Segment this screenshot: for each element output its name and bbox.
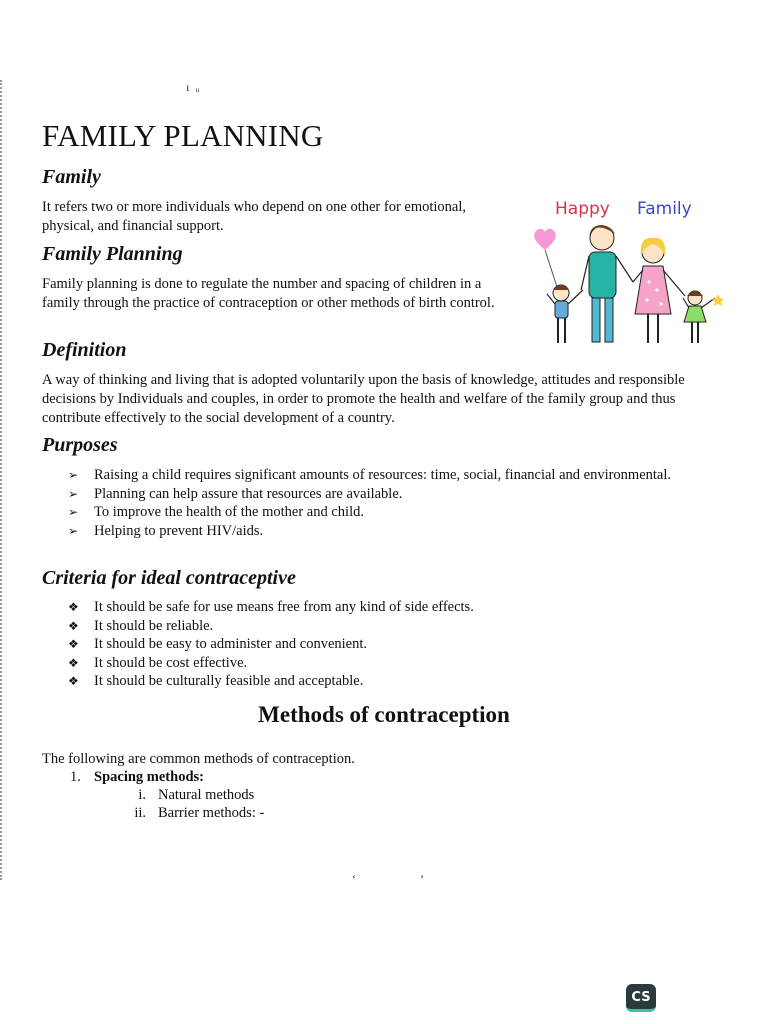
list-item bbox=[70, 804, 264, 822]
list-item: ➢ To improve the health of the mother and child. bbox=[68, 504, 364, 520]
list-item: ❖ It should be cost effective. bbox=[68, 654, 248, 671]
list-item: ❖ It should be easy to administer and convenient. bbox=[68, 636, 368, 652]
heading-definition: Definition bbox=[42, 339, 127, 361]
family-text: It refers two or more individuals who depend on one other for emotional, physical, and financial support. bbox=[42, 199, 467, 234]
purposes-list bbox=[68, 466, 688, 540]
list-item: ➢ Planning can help assure that resources are available. bbox=[68, 485, 403, 502]
binding-edge bbox=[0, 80, 5, 880]
list-item: ❖ It should be reliable. bbox=[68, 617, 214, 634]
caption-family: Family bbox=[637, 199, 692, 219]
list-item: ➢ Helping to prevent HIV/aids. bbox=[68, 522, 264, 539]
list-item: ❖ It should be safe for use means free from any kind of side effects. bbox=[68, 599, 474, 615]
heading-purposes: Purposes bbox=[42, 434, 118, 456]
methods-heading: Methods of contraception bbox=[258, 702, 510, 727]
happy-family-illustration bbox=[525, 190, 730, 352]
methods-list bbox=[70, 768, 264, 822]
item-number: 1. bbox=[70, 769, 81, 785]
roman-numeral: i. bbox=[138, 787, 146, 803]
spacing-methods-label: Spacing methods: bbox=[94, 769, 204, 785]
scan-artifact: ‘ bbox=[352, 872, 356, 886]
diamond-bullet-icon: ❖ bbox=[68, 600, 79, 614]
barrier-methods-text: Barrier methods: - bbox=[158, 805, 265, 821]
boy-figure bbox=[547, 285, 583, 343]
mom-figure bbox=[633, 238, 685, 343]
heading-family: Family bbox=[42, 166, 101, 188]
family-planning-text: Family planning is done to regulate the number and spacing of children in a family through the practice of contraception or other methods of birth control. bbox=[42, 276, 495, 311]
diamond-bullet-icon: ❖ bbox=[68, 674, 79, 688]
definition-text: A way of thinking and living that is adopted voluntarily upon the basis of knowledge, attitudes and responsible decisions by Individuals and couples, in order to promote the health and welfare of the family group and thus contribute effectively to the social development of a country. bbox=[42, 372, 685, 426]
criteria-list bbox=[68, 598, 688, 691]
diamond-bullet-icon: ❖ bbox=[68, 655, 79, 670]
list-item: ❖ It should be culturally feasible and acceptable. bbox=[68, 673, 364, 689]
girl-figure bbox=[683, 291, 724, 343]
roman-numeral: ii. bbox=[134, 805, 146, 821]
star-wand-icon bbox=[712, 294, 724, 306]
arrow-bullet-icon: ➢ bbox=[68, 505, 79, 519]
diamond-bullet-icon: ❖ bbox=[68, 618, 79, 633]
caption-happy: Happy bbox=[555, 199, 610, 219]
arrow-bullet-icon: ➢ bbox=[68, 468, 79, 482]
list-item bbox=[70, 768, 264, 786]
natural-methods-text: Natural methods bbox=[158, 787, 255, 803]
page-title: FAMILY PLANNING bbox=[42, 118, 324, 153]
methods-intro: The following are common methods of contraception. bbox=[42, 751, 355, 767]
list-item bbox=[70, 786, 264, 804]
arrow-bullet-icon: ➢ bbox=[68, 523, 79, 538]
list-item: ➢ Raising a child requires significant amounts of resources: time, social, financial and environmental. bbox=[68, 467, 672, 483]
scan-artifact: ı ᵤ bbox=[186, 80, 200, 94]
heart-balloon-icon bbox=[534, 229, 556, 250]
arrow-bullet-icon: ➢ bbox=[68, 486, 79, 501]
scan-artifact: ’ bbox=[420, 872, 424, 886]
heading-criteria: Criteria for ideal contraceptive bbox=[42, 567, 296, 589]
camscanner-logo-icon: CS bbox=[626, 984, 656, 1012]
dad-figure bbox=[581, 225, 633, 342]
heading-family-planning: Family Planning bbox=[42, 243, 183, 265]
diamond-bullet-icon: ❖ bbox=[68, 637, 79, 651]
